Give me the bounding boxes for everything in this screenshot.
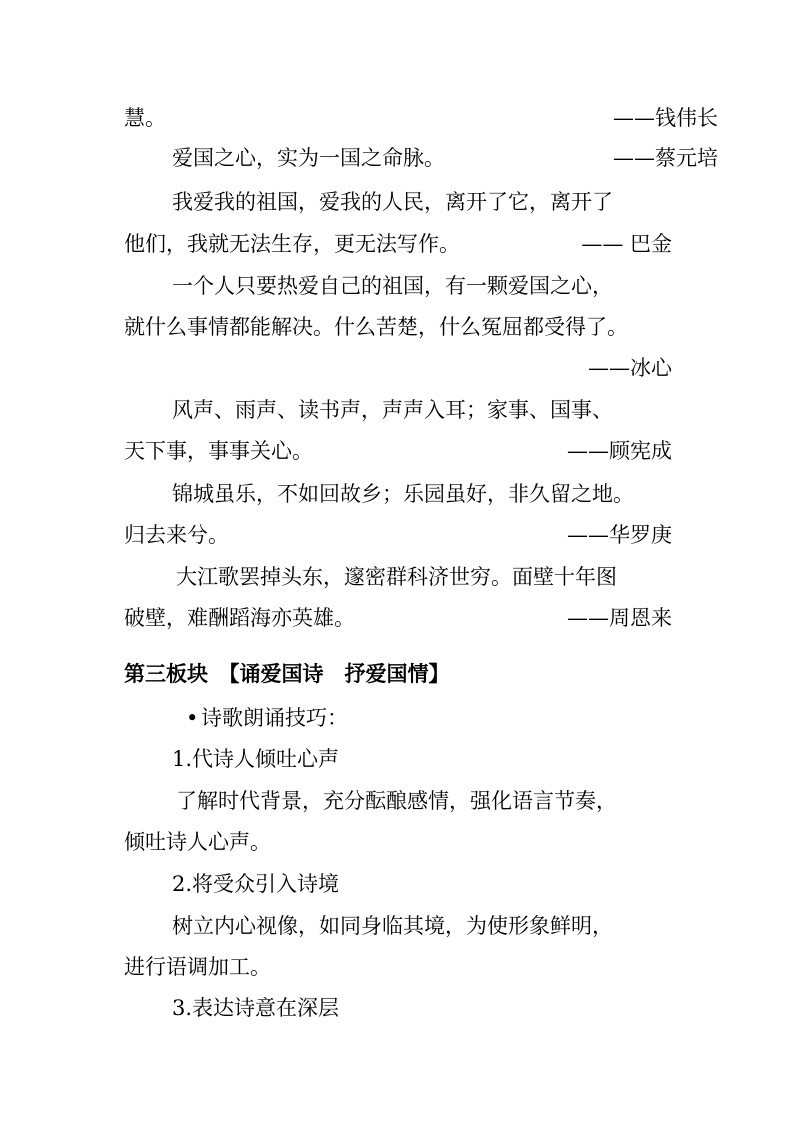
quote-text-line: 破壁，难酬蹈海亦英雄。 — [124, 606, 355, 630]
item-body-line: 树立内心视像，如同身临其境，为使形象鲜明， — [172, 914, 613, 938]
quote-author: ——华罗庚 — [567, 523, 672, 547]
section-subtitle: 诗歌朗诵技巧： — [201, 706, 348, 730]
quote-text-line: 归去来兮。 — [124, 523, 229, 547]
quote-text-line: 我爱我的祖国，爱我的人民，离开了它，离开了 — [172, 190, 613, 214]
quote-text-line: 风声、雨声、读书声，声声入耳；家事、国事、 — [172, 398, 613, 422]
item-body-line: 了解时代背景，充分酝酿感情，强化语言节奏， — [176, 789, 617, 813]
quote-text-line: 他们，我就无法生存，更无法写作。 — [124, 232, 460, 256]
quote-author: —— 巴金 — [581, 232, 672, 256]
quote-text-line: 就什么事情都能解决。什么苦楚，什么冤屈都受得了。 — [124, 315, 628, 339]
item-heading: 3.表达诗意在深层 — [172, 996, 340, 1020]
quote-author: ——蔡元培 — [613, 146, 718, 170]
item-heading: 2.将受众引入诗境 — [172, 872, 340, 896]
quote-text-line: 一个人只要热爱自己的祖国，有一颗爱国之心， — [172, 274, 613, 298]
quote-author: ——钱伟长 — [613, 106, 718, 130]
quote-text-line: 爱国之心，实为一国之命脉。 — [172, 146, 445, 170]
quote-text-line: 天下事，事事关心。 — [124, 439, 313, 463]
item-heading: 1.代诗人倾吐心声 — [172, 747, 340, 771]
quote-text-line: 大江歌罢掉头东，邃密群科济世穷。面壁十年图 — [176, 565, 617, 589]
quote-author: ——顾宪成 — [567, 439, 672, 463]
item-body-line: 倾吐诗人心声。 — [124, 830, 271, 854]
quote-text-line: 锦城虽乐，不如回故乡；乐园虽好，非久留之地。 — [172, 482, 634, 506]
item-body-line: 进行语调加工。 — [124, 955, 271, 979]
bullet-icon: • — [186, 706, 199, 730]
section-title: 第三板块 【诵爱国诗 抒爱国情】 — [124, 662, 450, 686]
quote-author: ——周恩来 — [567, 606, 672, 630]
quote-author: ——冰心 — [588, 356, 672, 380]
quote-text-line: 慧。 — [124, 106, 166, 130]
